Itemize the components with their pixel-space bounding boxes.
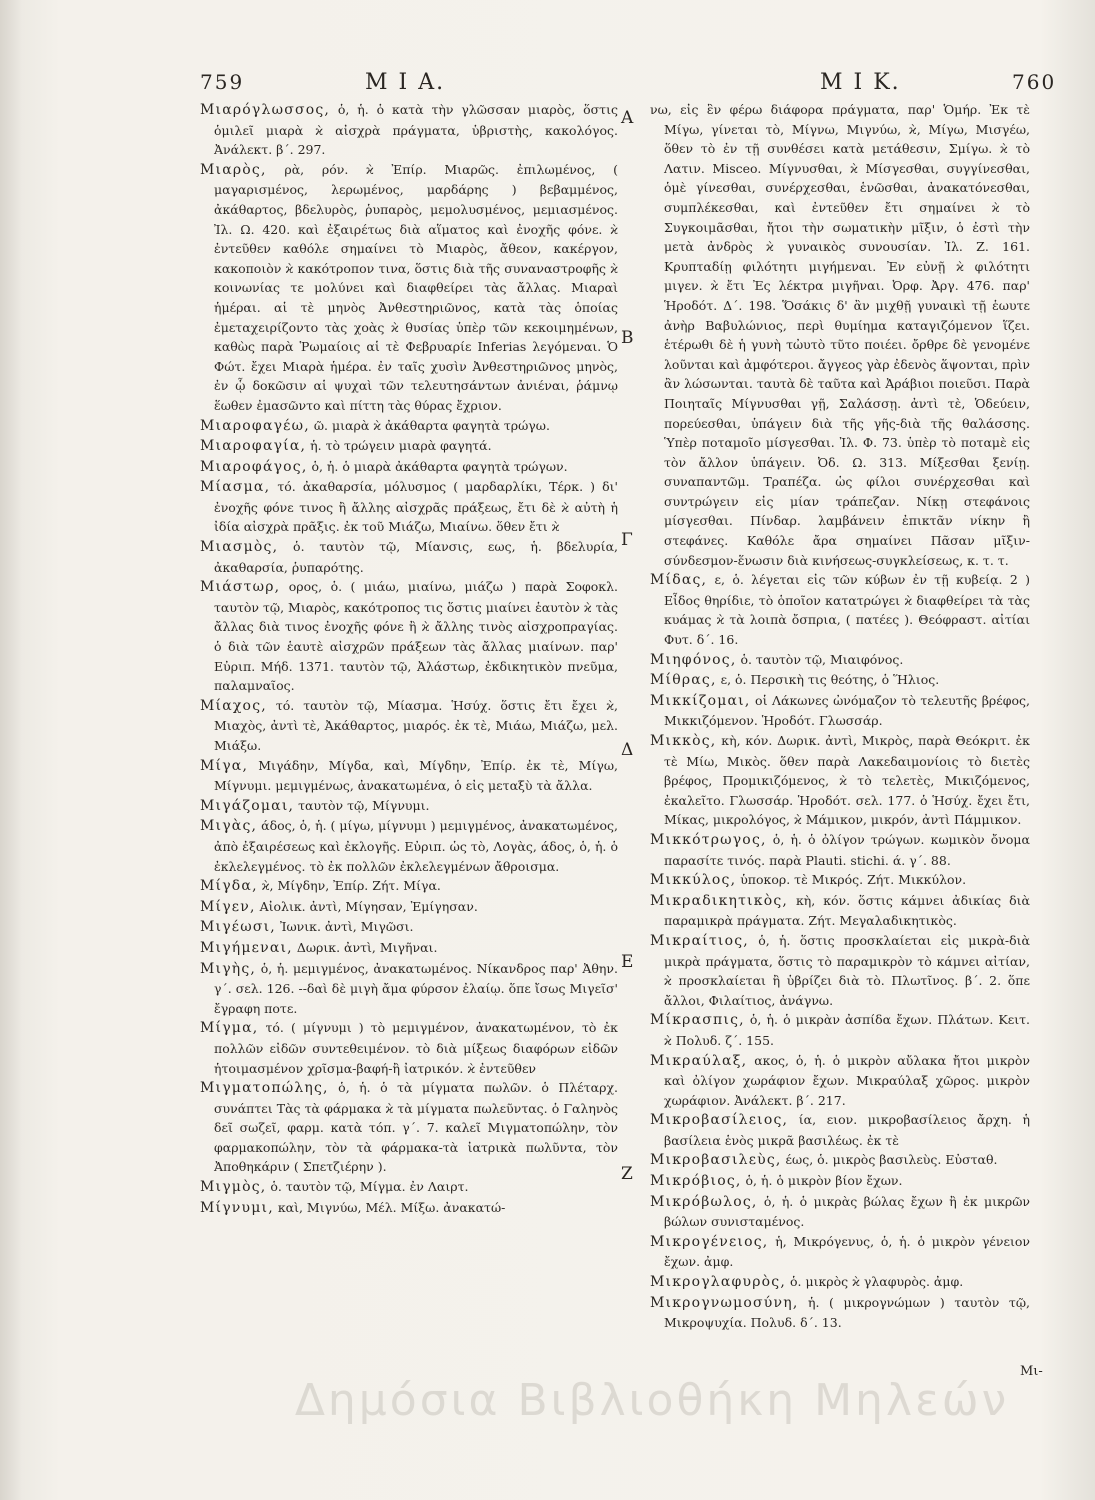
entry-definition: ὁ, ἡ. ὁ τὰ μίγματα πωλῶν. ὁ Πλέταρχ. συνάπτει Τὰς τὰ φάρμακα ϰ̀ τὰ μίγματα πωλεῦντας. ὁ Γαληνὸς δεῖ σωζεῖ, φαρμ. κατὰ τόπ. γ΄. 7. καλεῖ Μιγματοπώλην, τὸν φαρμακοπώλην, τὸν τὰ φάρμακα-τὰ ἰατρικὰ πωλῦντα, τὸν Ἀποθηκάριν ( Σπετζιέρην ).: [214, 1080, 618, 1175]
entry-headword: Μικραίτιος,: [650, 932, 749, 949]
dictionary-entry: [650, 670, 1030, 691]
entry-headword: Μικκότρωγος,: [650, 831, 767, 848]
entry-headword: Μίγνυμι,: [200, 1199, 274, 1216]
dictionary-entry: [200, 876, 618, 897]
page-number-left: 759: [200, 70, 245, 94]
dictionary-entry: [200, 100, 618, 160]
entry-headword: Μίκρασπις,: [650, 1012, 745, 1029]
entry-definition: ἡ. τὸ τρώγειν μιαρὰ φαγητά.: [306, 438, 492, 454]
entry-definition: τό. ταυτὸν τῷ, Μίασμα. Ἡσύχ. ὅστις ἔτι ἔχει ϰ̀, Μιαχὸς, ἀντὶ τὲ, Ἀκάθαρτος, μιαρός. ἐκ τὲ, Μιάω, Μιάζω, μελ. Μιάξω.: [214, 697, 618, 753]
entry-headword: Μίθρας,: [650, 672, 717, 689]
dictionary-entry: [200, 959, 618, 1019]
entry-headword: Μίγμα,: [200, 1020, 259, 1037]
entry-definition: καὶ, Μιγνύω, Μέλ. Μίξω. ἀνακατώ-: [273, 1199, 506, 1215]
entry-definition: Δωρικ. ἀντὶ, Μιγῆναι.: [292, 939, 438, 955]
dictionary-entry: [650, 830, 1030, 870]
dictionary-entry: [200, 577, 618, 696]
dictionary-entry: [200, 756, 618, 796]
dictionary-entry: [200, 1078, 618, 1177]
dictionary-entry: [650, 100, 1030, 570]
entry-headword: Μίδας,: [650, 572, 708, 589]
section-letter: Γ: [621, 530, 633, 550]
entry-headword: Μίγεν,: [200, 898, 256, 915]
entry-definition: Αἰολικ. ἀντὶ, Μίγησαν, Ἐμίγησαν.: [255, 898, 478, 914]
entry-headword: Μιγάζομαι,: [200, 797, 295, 814]
dictionary-entry: [650, 1171, 1030, 1192]
right-column: [650, 100, 1030, 1390]
entry-definition: ὁ. μικρὸς ϰ̀ γλαφυρὸς. ἀμφ.: [786, 1274, 964, 1290]
entry-definition: κὴ, κόν. Δωρικ. ἀντὶ, Μικρὸς, παρὰ Θεόκριτ. ἐκ τὲ Μίω, Μικὸς. ὅθεν παρὰ Λακεδαιμονίοις τὸ διετὲς βρέφος, Προμικιζόμενος, ϰ̀ τὸ τελετὲς, Μικιζόμενος, ἐκαλεῖτο. Γλωσσάρ. Ἡροδότ. σελ. 177. ὁ Ἡσύχ. ἔχει ἔτι, Μίκας, μικρολόγος, ϰ̀ Μάμικον, μικρόν, ἀντὶ Πάμμικον.: [664, 733, 1030, 828]
entry-headword: Μικρογλαφυρὸς,: [650, 1274, 786, 1291]
entry-definition: ε, ὁ. λέγεται εἰς τῶν κύβων ἐν τῇ κυβείᾳ. 2 ) Εἶδος θηρίδιε, τὸ ὁποῖον κατατρώγει ϰ̀ διαφθείρει τὰ τὰς κυάμας ϰ̀ τὰ λοιπὰ ὄσπρια, ( πατέες ). Θεόφραστ. αἰτίαι Φυτ. δ΄. 16.: [664, 572, 1030, 648]
catchword: Μι-: [1020, 1364, 1043, 1379]
library-watermark: Δημόσια Βιβλιοθήκη Μηλεών: [294, 1375, 1010, 1426]
dictionary-entry: [200, 1018, 618, 1078]
dictionary-entry: [650, 691, 1030, 731]
entry-headword: Μίγα,: [200, 757, 249, 774]
section-letter: Ζ: [621, 1164, 633, 1184]
dictionary-entry: [650, 870, 1030, 891]
entry-definition: τό. ἀκαθαρσία, μόλυσμος ( μαρδαρλίκι, Τέρκ. ) δι' ἐνοχῆς φόνε τινος ἢ ἄλλης αἰσχρᾶς πράξεως, ἔτι δὲ ϰ̀ αὐτὴ ἡ ἰδία αἰσχρὰ πρᾶξις. ἐκ τοῦ Μιάζω, Μιαίνω. ὅθεν ἔτι ϰ̀: [214, 479, 618, 535]
dictionary-entry: [200, 416, 618, 437]
entry-headword: Μικρογένειος,: [650, 1233, 769, 1250]
entry-headword: Μίγδα,: [200, 878, 258, 895]
entry-headword: Μικροβασίλειος,: [650, 1112, 789, 1129]
entry-headword: Μικροβασιλεὺς,: [650, 1152, 782, 1169]
dictionary-entry: [200, 696, 618, 756]
page-number-right: 760: [1012, 70, 1057, 94]
left-column: [200, 100, 618, 1390]
entry-headword: Μιαροφαγία,: [200, 438, 307, 455]
entry-definition: ρὰ, ρόν. ϰ̀ Ἐπίρ. Μιαρῶς. ἐπιλωμένος, ( μαγαρισμένος, λερωμένος, μαρδάρης ) βεβαμμένος, ἀκάθαρτος, βδελυρὸς, ῥυπαρὸς, μεμολυσμένος, μεμιασμένος. Ἰλ. Ω. 420. καὶ ἐξαιρέτως διὰ αἵματος καὶ ἐνοχῆς φόνε. ϰ̀ ἐντεῦθεν καθόλε σημαίνει τὸ Μιαρὸς, ἄθεον, κακέργον, κακοποιὸν ϰ̀ κακότροπον τινα, ὅστις διὰ τῆς συναναστροφῆς ϰ̀ κοινωνίας τε μολύνει καὶ διαφθείρει τὰς ἄλλας. Μιαραὶ ἡμέραι. αἱ τὲ μηνὸς Ἀνθεστηριῶνος, κατὰ τὰς ὁποίας ἐμεταχειρίζοντο τὰς χοὰς ϰ̀ θυσίας ὑπὲρ τῶν κεκοιμημένων, καθὼς παρὰ Ῥωμαίοις αἱ τὲ Φεβρυαρίε Inferias λεγόμεναι. Ὁ Φώτ. ἔχει Μιαρὰ ἡμέρα. ἐν ταῖς χυσὶν Ἀνθεστηριῶνος μηνὸς, ἐν ᾧ δοκῶσιν αἱ ψυχαὶ τῶν τελευτησάντων ἀνιέναι, ῥάμνῳ ἕωθεν ἐμασῶντο καὶ πίττη τὰς θύρας ἔχριον.: [214, 161, 618, 413]
section-letter: Α: [621, 108, 634, 128]
entry-headword: Μιγέωσι,: [200, 919, 276, 936]
section-letters: [615, 100, 645, 1390]
dictionary-entry: [650, 1010, 1030, 1050]
dictionary-entry: [200, 796, 618, 817]
entry-definition: κὴ, κόν. ὅστις κάμνει ἀδικίας διὰ παραμικρὰ πράγματα. Ζήτ. Μεγαλαδικητικὸς.: [664, 892, 1030, 929]
entry-definition: νω, εἰς ἓν φέρω διάφορα πράγματα, παρ' Ὁμήρ. Ἐκ τὲ Μίγω, γίνεται τὸ, Μίγνω, Μιγνύω, ϰ̀, Μίγω, Μισγέω, ὅθεν τὸ ἐν τῇ συνθέσει κατὰ μετάθεσιν, Σμίγω. ϰ̀ τὸ Λατιν. Misceo. Μίγνυσθαι, ϰ̀ Μίσγεσθαι, συγγίνεσθαι, ὁμὲ γίνεσθαι, συνέρχεσθαι, ἑνῶσθαι, ἀνακατόνεσθαι, συμπλέκεσθαι, καὶ ἐντεῦθεν ἔτι σημαίνει ϰ̀ τὸ Συγκοιμᾶσθαι, ἤτοι τὴν σωματικὴν μῖξιν, ὁ ἐστὶ τὴν μετὰ ἀνδρὸς ϰ̀ γυναικὸς συνουσίαν. Ἰλ. Ζ. 161. Κρυπταδίῃ φιλότητι μιγήμεναι. Ἐν εὐνῇ ϰ̀ φιλότητι μιγεν. ϰ̀ ἔτι Ἐς λέκτρα μιγῆναι. Ὀρφ. Ἀργ. 476. παρ' Ἡροδότ. Δ΄. 198. Ὅσάκις δ' ἂν μιχθῇ γυναικὶ τῇ ἑωυτε ἀνὴρ Βαβυλώνιος, περὶ θυμίημα καταγιζόμενον ἵζει. ἑτέρωθι δὲ ἡ γυνὴ τὠυτὸ τῦτο ποιέει. ὄρθρε δὲ γενομένε λοῦνται καὶ ἀμφότεροι. ἄγγεος γὰρ ἐδενὸς ἅψονται, πρὶν ἂν λώσωνται. ταυτὰ δὲ ταῦτα καὶ Ἀράβιοι ποιεῦσι. Παρὰ Ποιηταῖς Μίγνυσθαι γῇ, Σαλάσσῃ. ἀντὶ τὲ, Ὁδεύειν, πορεύεσθαι, ὑπάγειν διὰ τῆς γῆς-διὰ τῆς θαλάσσης. Ὑπὲρ ποταμοῖο μίσγεσθαι. Ἰλ. Φ. 73. ὑπὲρ τὸ ποταμὲ εἰς τὸν ἄλλον ὑπάγειν. Ὀδ. Ω. 313. Μίξεσθαι ξενίῃ. συναπαντῶμ. Τραπέζα. ὡς φίλοι συνέρχεσθαι καὶ συντρώγειν εἰς μίαν τράπεζαν. Νίκῃ στεφάνοις μίσγεσθαι. Πίνδαρ. λαμβάνειν ἐπικτᾶν νίκην ἢ στεφάνες. Καθόλε ἄρα σημαίνει Πᾶσαν μῖξιν-σύνδεσμον-ἕνωσιν διὰ κινήσεως-συγκλείσεως, κ. τ. τ.: [650, 102, 1030, 568]
entry-headword: Μιαρόγλωσσος,: [200, 102, 331, 118]
entry-definition: ὁ, ἡ. ὁ μικρὸν βίον ἔχων.: [741, 1173, 903, 1189]
entry-definition: Ἰωνικ. ἀντὶ, Μιγῶσι.: [275, 919, 414, 935]
dictionary-entry: [200, 436, 618, 457]
entry-definition: ὁ. ταυτὸν τῷ, Μίανσις, εως, ἡ. βδελυρία, ἀκαθαρσία, ῥυπαρότης.: [214, 539, 618, 575]
entry-definition: ία, ειον. μικροβασίλειος ἄρχη. ἡ βασίλεια ἑνὸς μικρᾶ βασιλέως. ἐκ τὲ: [664, 1112, 1030, 1148]
dictionary-entry: [650, 1110, 1030, 1150]
dictionary-entry: [200, 1177, 618, 1198]
entry-definition: ὁ. ταυτὸν τῷ, Μιαιφόνος.: [736, 651, 904, 667]
dictionary-entry: [200, 897, 618, 918]
binding-shadow: [0, 0, 22, 1500]
dictionary-entry: [650, 891, 1030, 931]
dictionary-entry: [200, 816, 618, 876]
entry-headword: Μιαρὸς,: [200, 161, 267, 178]
entry-definition: ορος, ὁ. ( μιάω, μιαίνω, μιάζω ) παρὰ Σοφοκλ. ταυτὸν τῷ, Μιαρὸς, κακότροπος τις ὅστις μιαίνει ἑαυτὸν ϰ̀ τὰς ἄλλας διὰ τινος ἐνοχῆς φόνε ἢ ϰ̀ ἄλλης τινὸς αἰσχροπραγίας. ὁ διὰ τῶν ἑαυτὲ αἰσχρῶν πράξεων τὰς ἄλλας μιαίνων. παρ' Εὐριπ. Μήδ. 1371. ταυτὸν τῷ, Ἀλάστωρ, ἐκδικητικὸν πνεῦμα, παλαμναῖος.: [214, 579, 618, 694]
entry-definition: ὁ, ἡ. ὁ κατὰ τὴν γλῶσσαν μιαρὸς, ὅστις ὁμιλεῖ μιαρὰ ϰ̀ αἰσχρὰ πράγματα, ὑβριστὴς, κακολόγος. Ἀνάλεκτ. β΄. 297.: [214, 102, 618, 158]
entry-definition: ὁ, ἡ. ὁ μικρὰν ἀσπίδα ἔχων. Πλάτων. Κειτ. ϰ̀ Πολυδ. ζ΄. 155.: [664, 1012, 1030, 1048]
entry-headword: Μιηφόνος,: [650, 651, 737, 668]
section-letter: Δ: [621, 740, 634, 760]
entry-definition: ε, ὁ. Περσικὴ τις θεότης, ὁ Ἥλιος.: [716, 672, 940, 688]
entry-definition: ὁ, ἡ. ὁ μιαρὰ ἀκάθαρτα φαγητὰ τρώγων.: [307, 458, 568, 474]
dictionary-entry: [650, 1272, 1030, 1293]
running-head-left: Μ Ι Α.: [365, 70, 446, 95]
entry-headword: Μιαροφαγέω,: [200, 417, 310, 434]
entry-headword: Μικκίζομαι,: [650, 692, 751, 709]
entry-definition: ϰ̀, Μίγδην, Ἐπίρ. Ζήτ. Μίγα.: [257, 878, 441, 894]
entry-headword: Μιαροφάγος,: [200, 458, 308, 475]
entry-headword: Μίαχος,: [200, 697, 267, 714]
entry-headword: Μίασμα,: [200, 479, 271, 496]
entry-definition: ῶ. μιαρὰ ϰ̀ ἀκάθαρτα φαγητὰ τρώγω.: [309, 417, 550, 433]
entry-definition: ακος, ὁ, ἡ. ὁ μικρὸν αὔλακα ἤτοι μικρὸν καὶ ὀλίγον χωράφιον ἔχων. Μικραύλαξ χῶρος. μικρὸν χωράφιον. Ἀνάλεκτ. β΄. 217.: [664, 1052, 1030, 1108]
entry-definition: Μιγάδην, Μίγδα, καὶ, Μίγδην, Ἐπίρ. ἐκ τὲ, Μίγω, Μίγνυμι. μεμιγμένως, ἀνακατωμένα, ὁ εἰς μεταξὺ τὰ ἄλλα.: [214, 757, 618, 794]
entry-headword: Μιγμὸς,: [200, 1179, 267, 1196]
entry-headword: Μικκύλος,: [650, 872, 737, 889]
entry-definition: ὁ, ἡ. ὁ μικρὰς βώλας ἔχων ἢ ἐκ μικρῶν βώλων συνισταμένος.: [664, 1193, 1030, 1230]
entry-headword: Μιασμὸς,: [200, 539, 279, 556]
dictionary-entry: [650, 1051, 1030, 1111]
entry-headword: Μιάστωρ,: [200, 579, 281, 596]
entry-definition: οἱ Λάκωνες ὠνόμαζον τὸ τελευτῆς βρέφος, Μικκιζόμενον. Ἡροδότ. Γλωσσάρ.: [664, 692, 1030, 729]
dictionary-entry: [200, 1198, 618, 1219]
entry-headword: Μικρόβωλος,: [650, 1193, 758, 1210]
dictionary-entry: [200, 537, 618, 577]
entry-headword: Μικρόβιος,: [650, 1173, 742, 1190]
entry-headword: Μιγὴς,: [200, 960, 257, 977]
entry-headword: Μικραδικητικὸς,: [650, 892, 789, 909]
entry-definition: ἡ. ( μικρογνώμων ) ταυτὸν τῷ, Μικροψυχία. Πολυδ. δ΄. 13.: [664, 1294, 1030, 1331]
entry-definition: ὁ. ταυτὸν τῷ, Μίγμα. ἐν Λαιρτ.: [266, 1179, 469, 1195]
dictionary-entry: [200, 938, 618, 959]
dictionary-entry: [650, 570, 1030, 649]
entry-definition: ὁ, ἡ. ὅστις προσκλαίεται εἰς μικρὰ-διὰ μικρὰ πράγματα, ὅστις τὸ παραμικρὸν τὸ κάμνει αἰτίαν, ϰ̀ προσκλαίεται ἢ ὑβρίζει διὰ τὸ. Πλωτῖνος. β΄. 2. ὅπε ἄλλοι, Φιλαίτιος, ἀνάγνω.: [664, 932, 1030, 1008]
entry-headword: Μιγήμεναι,: [200, 939, 293, 956]
entry-headword: Μικκὸς,: [650, 733, 717, 749]
dictionary-entry: [650, 650, 1030, 671]
entry-definition: ταυτὸν τῷ, Μίγνυμι.: [294, 797, 430, 813]
entry-definition: τό. ( μίγνυμι ) τὸ μεμιγμένον, ἀνακατωμένον, τὸ ἐκ πολλῶν εἰδῶν συντεθειμένον. τὸ διὰ μίξεως διαφόρων εἰδῶν ἡτοιμασμένον χρῖσμα-βαφή-ἢ ἰατρικόν. ϰ̀ ἐντεῦθεν: [214, 1020, 618, 1076]
dictionary-entry: [200, 917, 618, 938]
entry-headword: Μιγὰς,: [200, 818, 258, 835]
dictionary-entry: [650, 1293, 1030, 1333]
section-letter: Ε: [621, 952, 634, 972]
entry-definition: ἡ, Μικρόγενυς, ὁ, ἡ. ὁ μικρὸν γένειον ἔχων. ἀμφ.: [664, 1233, 1030, 1270]
entry-definition: ὁ, ἡ. μεμιγμένος, ἀνακατωμένος. Νίκανδρος παρ' Ἀθην. γ΄. σελ. 126. --δαὶ δὲ μιγὴ ἄμα φύρσον ἐλαίῳ. ὅπε ἴσως Μιγεῖσ' ἔγραφη ποτε.: [214, 960, 618, 1016]
entry-definition: άδος, ὁ, ἡ. ( μίγω, μίγνυμι ) μεμιγμένος, ἀνακατωμένος, ἀπὸ ἐξαιρέσεως καὶ ἐκλογῆς. Εὐριπ. ὡς τὸ, Λογὰς, άδος, ὁ, ἡ. ὁ ἐκλελεγμένος. τὸ ἐκ πολλῶν ἐκλελεγμένων ἄθροισμα.: [214, 818, 618, 874]
dictionary-entry: [200, 477, 618, 537]
entry-definition: ὁ, ἡ. ὁ ὀλίγον τρώγων. κωμικὸν ὄνομα παρασίτε τινός. παρὰ Plauti. stichi. ά. γ΄. 88.: [664, 831, 1030, 868]
section-letter: Β: [621, 328, 634, 348]
dictionary-entry: [650, 1232, 1030, 1272]
dictionary-entry: [650, 931, 1030, 1010]
entry-headword: Μικρογνωμοσύνη,: [650, 1294, 799, 1311]
running-head-right: Μ Ι Κ.: [820, 70, 901, 95]
dictionary-entry: [650, 1192, 1030, 1232]
entry-headword: Μιγματοπώλης,: [200, 1080, 329, 1097]
entry-headword: Μικραύλαξ,: [650, 1052, 748, 1069]
dictionary-entry: [200, 457, 618, 478]
dictionary-entry: [200, 160, 618, 416]
entry-definition: έως, ὁ. μικρὸς βασιλεὺς. Εὐσταθ.: [781, 1152, 998, 1168]
dictionary-entry: [650, 1150, 1030, 1171]
entry-definition: ὑποκορ. τὲ Μικρός. Ζήτ. Μικκύλον.: [736, 872, 967, 888]
dictionary-entry: [650, 731, 1030, 830]
